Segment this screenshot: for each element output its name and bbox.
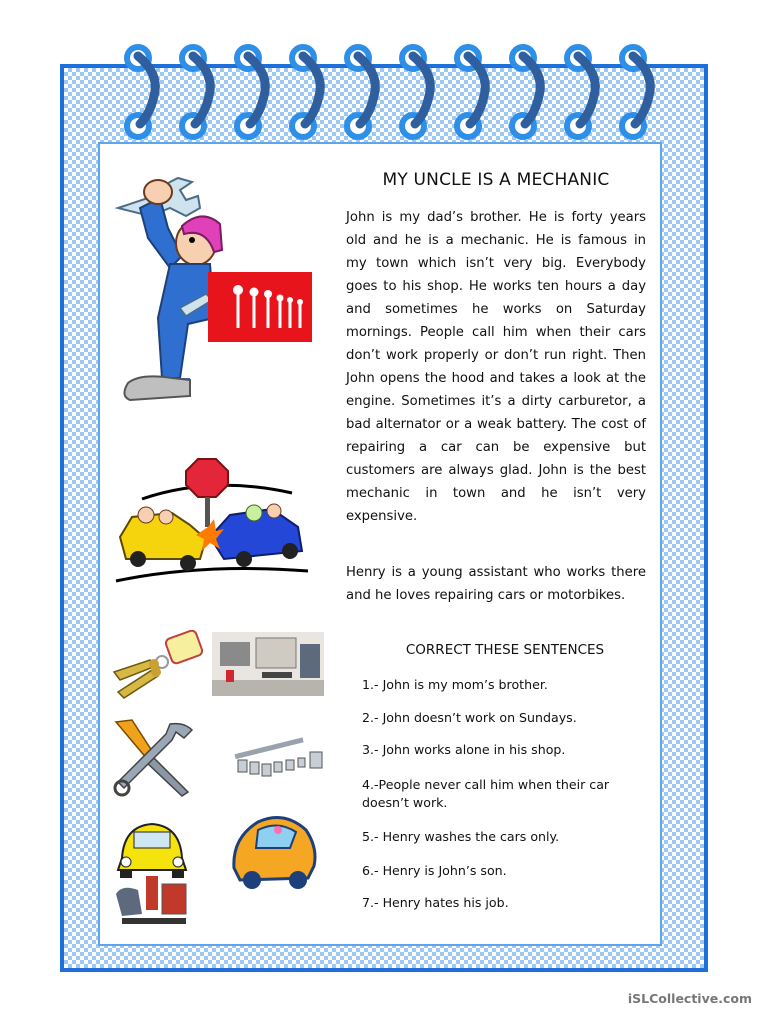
list-item: 5.- Henry washes the cars only. <box>362 829 560 844</box>
binding-ring <box>175 44 219 144</box>
binding-ring <box>285 44 329 144</box>
car-crash-illustration <box>112 455 312 595</box>
list-item: 6.- Henry is John’s son. <box>362 863 507 878</box>
list-item: 1.- John is my mom’s brother. <box>362 677 548 692</box>
reading-paragraph-1 <box>346 206 646 528</box>
list-item: 3.- John works alone in his shop. <box>362 742 566 757</box>
mechanic-illustration <box>110 168 315 413</box>
car-keys-icon <box>110 630 205 700</box>
binding-ring <box>120 44 164 144</box>
site-watermark: iSLCollective.com <box>627 991 752 1006</box>
list-item: 7.- Henry hates his job. <box>362 895 509 910</box>
binding-ring <box>395 44 439 144</box>
binding-ring <box>450 44 494 144</box>
yellow-beetle-lift-icon <box>112 818 192 928</box>
garage-workshop-icon <box>212 632 324 696</box>
list-item: 2.- John doesn’t work on Sundays. <box>362 710 577 725</box>
binding-ring <box>340 44 384 144</box>
crossed-tools-icon <box>110 718 200 798</box>
reading-paragraph-2: Henry is a young assistant who works there and he loves repairing cars or motorbikes. <box>346 565 646 603</box>
binding-ring <box>230 44 274 144</box>
paragraph-text: John is my dad’s brother. He is forty years old and he is a mechanic. He is famous in my town which isn’t very big. Everybody goes to his shop. He works ten hours a day and sometimes he works on Saturday mornings. People call him when their cars don’t work properly or don’t run right. Then John opens the hood and takes a look at the engine. Sometimes it’s a dirty carburetor, a bad alternator or a weak battery. The cost of repairing a car can be expensive but customers are always glad. John is the best mechanic in town and he isn’t very expensive. <box>346 210 646 524</box>
list-item: 4.-People never call him when their car doesn’t work. <box>362 777 610 810</box>
exercise-title: CORRECT THESE SENTENCES <box>405 642 605 658</box>
socket-wrench-set-icon <box>228 732 328 782</box>
binding-ring <box>505 44 549 144</box>
page-title: MY UNCLE IS A MECHANIC <box>382 170 610 190</box>
binding-ring <box>560 44 604 144</box>
binding-ring <box>615 44 659 144</box>
orange-beetle-icon <box>228 808 320 890</box>
